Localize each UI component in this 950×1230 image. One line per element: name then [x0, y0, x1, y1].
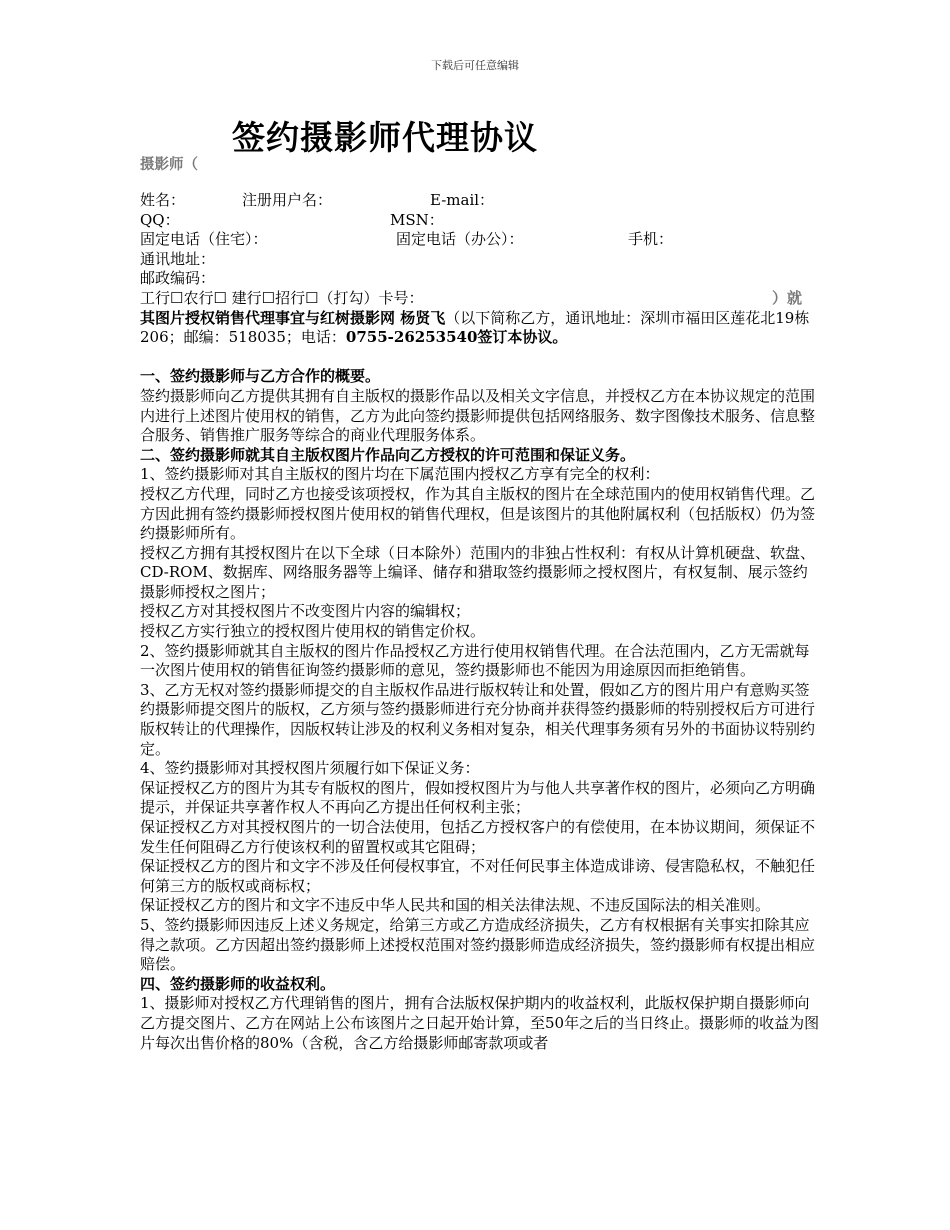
- bank-close: ）就: [771, 288, 802, 307]
- paragraph: 保证授权乙方对其授权图片的一切合法使用，包括乙方授权客户的有偿使用，在本协议期间，须保证不发生任何阻碍乙方行使该权利的留置权或其它阻碍；: [140, 818, 816, 856]
- form-row-4: [140, 250, 820, 270]
- home-phone-label: 固定电话（住宅）：: [140, 230, 268, 249]
- paragraph: 5、签约摄影师因违反上述义务规定，给第三方或乙方造成经济损失，乙方有权根据有关事实扣除其应得之款项。乙方因超出签约摄影师上述授权范围对签约摄影师造成经济损失，签约摄影师有权提出相应赔偿。: [140, 915, 816, 974]
- paragraph: 2、签约摄影师就其自主版权的图片作品授权乙方进行使用权销售代理。在合法范围内，乙方无需就每一次图片使用权的销售征询签约摄影师的意见，签约摄影师也不能因为用途原因而拒绝销售。: [140, 641, 810, 680]
- spacer: [140, 348, 820, 368]
- name-label: 姓名：: [140, 191, 186, 209]
- paragraph: 授权乙方实行独立的授权图片使用权的销售定价权。: [140, 622, 486, 641]
- qq-label: QQ：: [140, 210, 180, 229]
- intro-bold: 其图片授权销售代理事宜与红树摄影网 杨贤飞: [140, 308, 446, 327]
- postcode-label: 邮政编码：: [140, 269, 216, 288]
- intro-paragraph: [140, 309, 820, 348]
- paragraph: 保证授权乙方的图片为其专有版权的图片，假如授权图片为与他人共享著作权的图片，必须向乙方明确提示，并保证共享著作权人不再向乙方提出任何权利主张；: [140, 778, 816, 817]
- form-row-6: [140, 289, 820, 309]
- header-note: 下载后可任意编辑: [431, 59, 519, 72]
- paragraph: 4、签约摄影师对其授权图片须履行如下保证义务：: [140, 759, 480, 778]
- paragraph: 授权乙方代理，同时乙方也接受该项授权，作为其自主版权的图片在全球范围内的使用权销售代理。乙方因此拥有签约摄影师授权图片使用权的销售代理权，但是该图片的其他附属权利（包括版权）仍为签约摄影师所有。: [140, 484, 816, 543]
- document-title: 签约摄影师代理协议: [232, 118, 538, 157]
- address-label: 通讯地址：: [140, 249, 216, 268]
- section-heading: 四、签约摄影师的收益权利。: [140, 974, 336, 993]
- section-heading: 一、签约摄影师与乙方合作的概要。: [140, 367, 381, 386]
- paragraph: 授权乙方拥有其授权图片在以下全球（日本除外）范围内的非独占性权利：有权从计算机硬盘、软盘、CD-ROM、数据库、网络服务器等上编译、储存和猎取签约摄影师之授权图片，有权复制、展示签约摄影师授权之图片；: [140, 543, 816, 601]
- msn-label: MSN：: [390, 210, 444, 229]
- intro-normal: （以下简称乙方，通讯地址：深圳市福田区莲花北19栋206；邮编：518035；电话：: [140, 308, 810, 347]
- paragraph: 授权乙方对其授权图片不改变图片内容的编辑权；: [140, 602, 471, 621]
- document-body: [140, 191, 820, 1053]
- username-label: 注册用户名：: [242, 191, 333, 209]
- form-row-2: [140, 211, 820, 231]
- bank-label: 工行☐农行☐ 建行☐招行☐（打勾）卡号：: [140, 288, 424, 307]
- paragraph: 3、乙方无权对签约摄影师提交的自主版权作品进行版权转让和处置，假如乙方的图片用户有意购买签约摄影师提交图片的版权，乙方须与签约摄影师进行充分协商并获得签约摄影师的特别授权后方可进行版权转让的代理操作，因版权转让涉及的权利义务相对复杂，相关代理事务须有另外的书面协议特别约定。: [140, 680, 816, 758]
- form-row-1: [140, 191, 820, 211]
- form-row-5: [140, 269, 820, 289]
- mobile-label: 手机：: [628, 230, 674, 249]
- paragraph: 签约摄影师向乙方提供其拥有自主版权的摄影作品以及相关文字信息，并授权乙方在本协议规定的范围内进行上述图片使用权的销售，乙方为此向签约摄影师提供包括网络服务、数字图像技术服务、信息整合服务、销售推广服务等综合的商业代理服务体系。: [140, 386, 816, 445]
- paragraph: 1、签约摄影师对其自主版权的图片均在下属范围内授权乙方享有完全的权利：: [140, 465, 660, 484]
- form-row-3: [140, 230, 820, 250]
- paragraph: 1、摄影师对授权乙方代理销售的图片，拥有合法版权保护期内的收益权利，此版权保护期自摄影师向乙方提交图片、乙方在网站上公布该图片之日起开始计算，至50年之后的当日终止。摄影师的收益为图片每次出售价格的80%（含税，含乙方给摄影师邮寄款项或者: [140, 994, 820, 1052]
- intro-bold-tail: 0755-26253540签订本协议。: [345, 328, 568, 347]
- agreement-sections: [140, 367, 820, 1053]
- paragraph: 保证授权乙方的图片和文字不违反中华人民共和国的相关法律法规、不违反国际法的相关准则。: [140, 896, 771, 915]
- document-subtitle: 摄影师（: [140, 157, 198, 173]
- email-label: E-mail：: [430, 191, 495, 209]
- paragraph: 保证授权乙方的图片和文字不涉及任何侵权事宜，不对任何民事主体造成诽谤、侵害隐私权，不触犯任何第三方的版权或商标权；: [140, 857, 816, 895]
- section-heading: 二、签约摄影师就其自主版权图片作品向乙方授权的许可范围和保证义务。: [140, 445, 636, 464]
- office-phone-label: 固定电话（办公）：: [396, 230, 524, 249]
